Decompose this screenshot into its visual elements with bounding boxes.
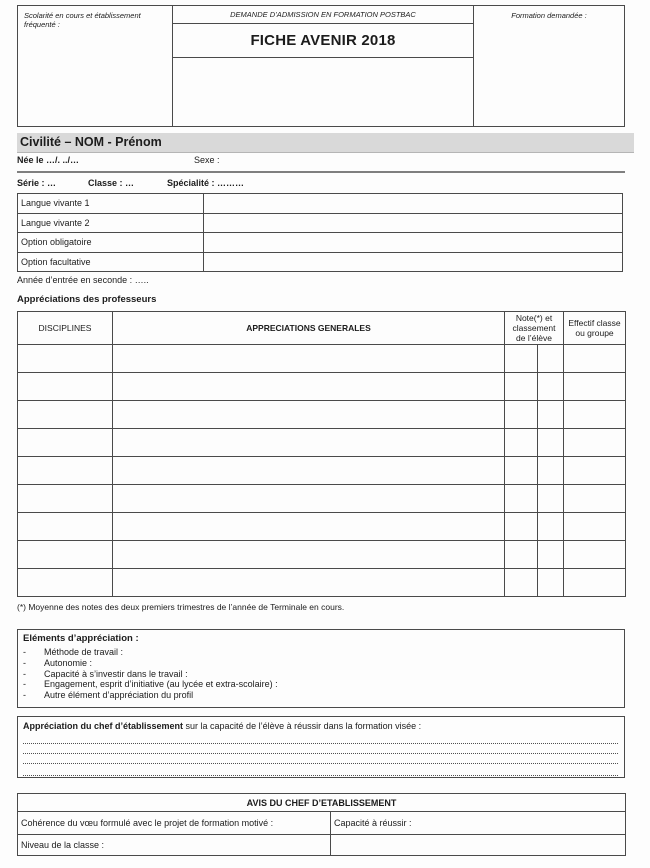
rank-cell [538,457,564,485]
table-row [18,401,626,429]
appraisal-cell [113,401,505,429]
class-level-label: Niveau de la classe : [18,835,331,856]
entry-year-label: Année d’entrée en seconde : ….. [17,275,149,285]
admission-kicker: DEMANDE D’ADMISSION EN FORMATION POSTBAC [173,6,473,24]
language-2-field [204,214,622,233]
document-header [17,5,625,127]
language-1-label: Langue vivante 1 [18,194,204,213]
autonomy-label: Autonomie : [44,657,93,668]
list-item [23,679,618,690]
title-box [173,6,474,126]
optional-option-label: Option facultative [18,253,204,272]
discipline-cell [18,429,113,457]
requested-training-box [474,6,624,126]
table-header-row [18,312,626,345]
title-empty-cell [173,58,473,126]
note-cell [505,429,538,457]
dotted-write-line [23,754,618,764]
optional-option-field [204,253,622,272]
class-size-cell [564,457,626,485]
appraisal-cell [113,457,505,485]
list-item [23,690,618,701]
principal-opinion-table [17,793,626,856]
appraisal-cell [113,429,505,457]
table-row [18,541,626,569]
note-cell [505,457,538,485]
col-class-size: Effectif classe ou groupe [564,312,626,345]
appraisal-elements-title: Eléments d’appréciation : [23,633,139,644]
language-1-field [204,194,622,213]
discipline-cell [18,569,113,597]
rank-cell [538,569,564,597]
dotted-write-line [23,734,618,744]
principal-opinion-title: AVIS DU CHEF D’ETABLISSEMENT [18,794,626,812]
rank-cell [538,345,564,373]
horizontal-rule [17,171,625,173]
table-row [18,513,626,541]
note-cell [505,513,538,541]
table-row [18,457,626,485]
table-row [18,429,626,457]
class-size-cell [564,345,626,373]
note-footnote: (*) Moyenne des notes des deux premiers trimestres de l’année de Terminale en cours. [17,602,345,612]
list-item [23,658,618,669]
note-cell [505,401,538,429]
class-level-field [331,835,626,856]
list-item [23,647,618,658]
dash-bullet: - [23,690,26,701]
appraisal-cell [113,569,505,597]
language-2-label: Langue vivante 2 [18,214,204,233]
coherence-label: Cohérence du vœu formulé avec le projet de formation motivé : [18,812,331,835]
table-header-row [18,794,626,812]
class-label: Classe : … [88,178,135,188]
initiative-label: Engagement, esprit d’initiative (au lycée et extra-scolaire) : [44,679,278,690]
dash-bullet: - [23,679,26,690]
discipline-cell [18,541,113,569]
teacher-appraisals-title: Appréciations des professeurs [17,294,157,305]
principal-appraisal-title-rest: sur la capacité de l’élève à réussir dans la formation visée : [183,721,422,731]
discipline-cell [18,457,113,485]
note-cell [505,345,538,373]
birth-row [17,155,625,168]
rank-cell [538,401,564,429]
discipline-cell [18,485,113,513]
table-row [18,233,622,253]
civility-title: Civilité – NOM - Prénom [20,135,162,149]
sex-label: Sexe : [194,155,220,165]
table-row [18,485,626,513]
col-note: Note(*) et classement de l’élève [505,312,564,345]
rank-cell [538,513,564,541]
class-size-cell [564,513,626,541]
table-row [18,569,626,597]
table-row [18,214,622,234]
note-cell [505,541,538,569]
discipline-cell [18,401,113,429]
appraisal-cell [113,373,505,401]
commitment-capacity-label: Capacité à s’investir dans le travail : [44,668,188,679]
dotted-write-line [23,764,618,776]
class-size-cell [564,401,626,429]
serie-label: Série : … [17,178,57,188]
list-item [23,669,618,680]
class-size-cell [564,429,626,457]
rank-cell [538,373,564,401]
speciality-label: Spécialité : ……… [167,178,245,188]
table-row [18,373,626,401]
work-method-label: Méthode de travail : [44,647,124,657]
principal-appraisal-title-bold: Appréciation du chef d’établissement [23,721,184,731]
appraisal-cell [113,541,505,569]
civility-bar [17,133,634,153]
schooling-box [18,6,173,126]
table-row [18,345,626,373]
schooling-label: Scolarité en cours et établissement fréquenté : [24,11,141,30]
note-cell [505,485,538,513]
languages-table [17,193,623,272]
table-row [18,194,622,214]
principal-appraisal-box [17,716,625,778]
principal-appraisal-title [23,721,618,731]
table-row [18,835,626,856]
serie-row [17,178,625,191]
class-size-cell [564,569,626,597]
class-size-cell [564,373,626,401]
rank-cell [538,541,564,569]
dash-bullet: - [23,657,26,668]
class-size-cell [564,541,626,569]
rank-cell [538,429,564,457]
table-row [18,812,626,835]
mandatory-option-field [204,233,622,252]
dash-bullet: - [23,647,26,657]
note-cell [505,373,538,401]
class-size-cell [564,485,626,513]
appraisal-cell [113,345,505,373]
dotted-write-line [23,744,618,754]
col-appraisals: APPRECIATIONS GENERALES [113,312,505,345]
requested-training-label: Formation demandée : [511,11,587,20]
teacher-appraisals-table [17,311,626,597]
discipline-cell [18,513,113,541]
discipline-cell [18,373,113,401]
note-cell [505,569,538,597]
appraisal-cell [113,485,505,513]
appraisal-elements-box [17,629,625,708]
mandatory-option-label: Option obligatoire [18,233,204,252]
birth-date-label: Née le …/. ../… [17,155,80,165]
rank-cell [538,485,564,513]
document-title: FICHE AVENIR 2018 [173,24,473,58]
col-disciplines: DISCIPLINES [18,312,113,345]
dash-bullet: - [23,668,26,679]
discipline-cell [18,345,113,373]
other-element-label: Autre élément d’appréciation du profil [44,690,194,701]
appraisal-cell [113,513,505,541]
table-row [18,253,622,272]
capacity-label: Capacité à réussir : [331,812,626,835]
